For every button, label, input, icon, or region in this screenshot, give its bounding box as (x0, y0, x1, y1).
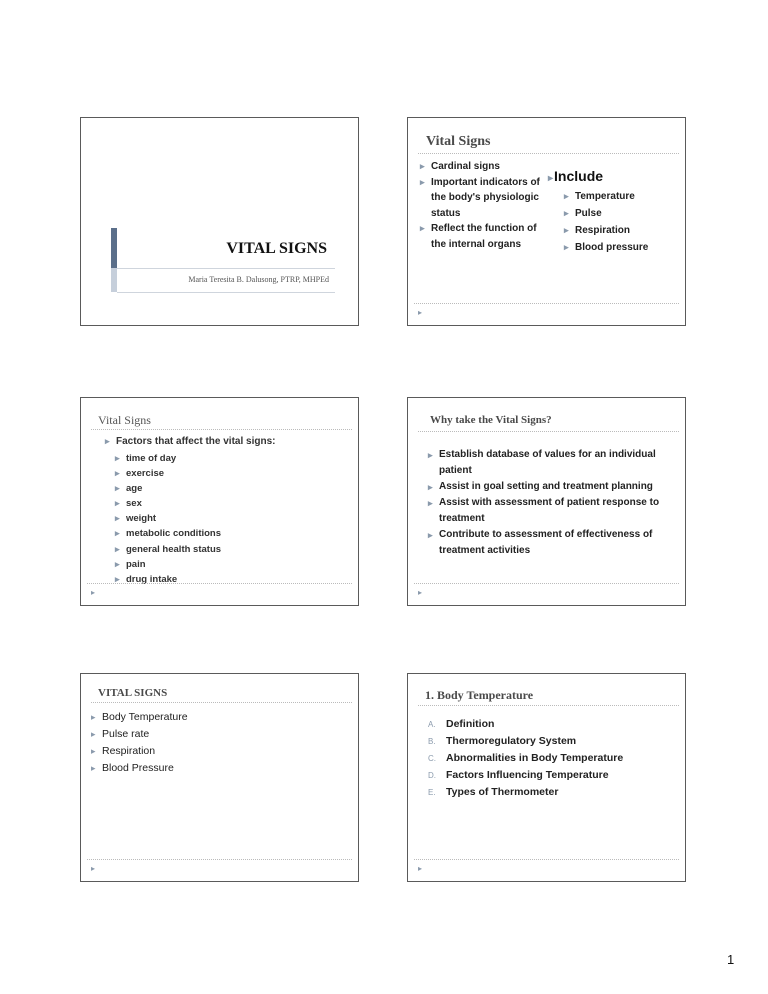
list-item: ▸ Blood Pressure (91, 760, 188, 777)
footer-arrow-icon: ▸ (418, 308, 423, 317)
list-item: ▸ time of day (115, 451, 221, 466)
list-item: ▸ age (115, 481, 221, 496)
title-divider (117, 268, 335, 269)
list-item: ▸ Cardinal signs (420, 159, 545, 175)
list-item: ▸ Pulse rate (91, 726, 188, 743)
list-item: ▸ Body Temperature (91, 709, 188, 726)
include-heading (548, 168, 603, 184)
list-item: ▸ Factors that affect the vital signs: (105, 436, 275, 447)
slide-4-why-take (407, 397, 686, 606)
footer-arrow-icon: ▸ (418, 588, 423, 597)
list-item: ▸ drug intake (115, 572, 221, 587)
author-line: Maria Teresita B. Dalusong, PTRP, MHPEd (188, 275, 329, 284)
footer-divider (87, 859, 352, 860)
title-underline (418, 705, 679, 706)
list-item: ▸ general health status (115, 542, 221, 557)
slide-2-vital-signs (407, 117, 686, 326)
factors-list (115, 451, 221, 587)
list-item (428, 767, 623, 784)
list-item: ▸ Assist in goal setting and treatment planning (428, 479, 673, 495)
list-item: ▸ weight (115, 511, 221, 526)
slide-3-factors (80, 397, 359, 606)
list-text: Thermoregulatory System (446, 735, 577, 747)
list-item: ▸ Blood pressure (564, 239, 648, 256)
slide-6-body-temperature (407, 673, 686, 882)
slide-title: VITAL SIGNS (98, 687, 168, 699)
list-text: Factors Influencing Temperature (446, 769, 609, 781)
list-item (428, 750, 623, 767)
include-label: Include (554, 168, 604, 184)
list-text: Abnormalities in Body Temperature (446, 752, 624, 764)
slide-title: Why take the Vital Signs? (430, 414, 552, 426)
left-bullet-list (420, 159, 545, 253)
title-underline (91, 429, 352, 430)
list-marker: A. (428, 720, 436, 729)
list-item: ▸ Respiration (564, 222, 648, 239)
footer-divider (414, 583, 679, 584)
bullet-arrow-icon: ▸ (548, 173, 554, 184)
list-item: ▸ Important indicators of the body's physiologic status (420, 175, 545, 222)
vital-signs-list (91, 709, 188, 777)
footer-arrow-icon: ▸ (91, 588, 96, 597)
heading-bullet-list (105, 436, 275, 447)
footer-divider (414, 859, 679, 860)
footer-divider (414, 303, 679, 304)
include-bullet-list (564, 188, 648, 256)
list-text: Definition (446, 718, 495, 730)
footer-arrow-icon: ▸ (418, 864, 423, 873)
list-item: ▸ exercise (115, 466, 221, 481)
slide-5-vital-signs-list (80, 673, 359, 882)
list-item: ▸ sex (115, 496, 221, 511)
list-text: Types of Thermometer (446, 786, 559, 798)
title-underline (418, 153, 679, 154)
list-item: ▸ metabolic conditions (115, 526, 221, 541)
list-item: ▸ Temperature (564, 188, 648, 205)
slide-1-title (80, 117, 359, 326)
list-item (428, 716, 623, 733)
list-marker: E. (428, 788, 436, 797)
slide-title: Vital Signs (98, 413, 151, 427)
reasons-list (428, 447, 673, 559)
presentation-title: VITAL SIGNS (226, 240, 327, 257)
slide-title: 1. Body Temperature (425, 688, 534, 702)
list-item: ▸ Assist with assessment of patient response to treatment (428, 495, 673, 527)
footer-divider (87, 583, 352, 584)
title-underline (418, 431, 679, 432)
author-divider (117, 292, 335, 293)
footer-arrow-icon: ▸ (91, 864, 96, 873)
list-marker: D. (428, 771, 436, 780)
title-underline (91, 702, 352, 703)
list-item (428, 784, 623, 801)
list-marker: C. (428, 754, 436, 763)
list-item: ▸ Respiration (91, 743, 188, 760)
list-item (428, 733, 623, 750)
list-item: ▸ Pulse (564, 205, 648, 222)
slide-title: Vital Signs (426, 134, 491, 149)
list-item: ▸ Contribute to assessment of effectiveness of treatment activities (428, 527, 673, 559)
list-item: ▸ Reflect the function of the internal organs (420, 221, 545, 252)
page-number: 1 (727, 952, 735, 967)
topics-list (428, 716, 623, 801)
list-item: ▸ pain (115, 557, 221, 572)
list-item: ▸ Establish database of values for an individual patient (428, 447, 673, 479)
list-marker: B. (428, 737, 436, 746)
